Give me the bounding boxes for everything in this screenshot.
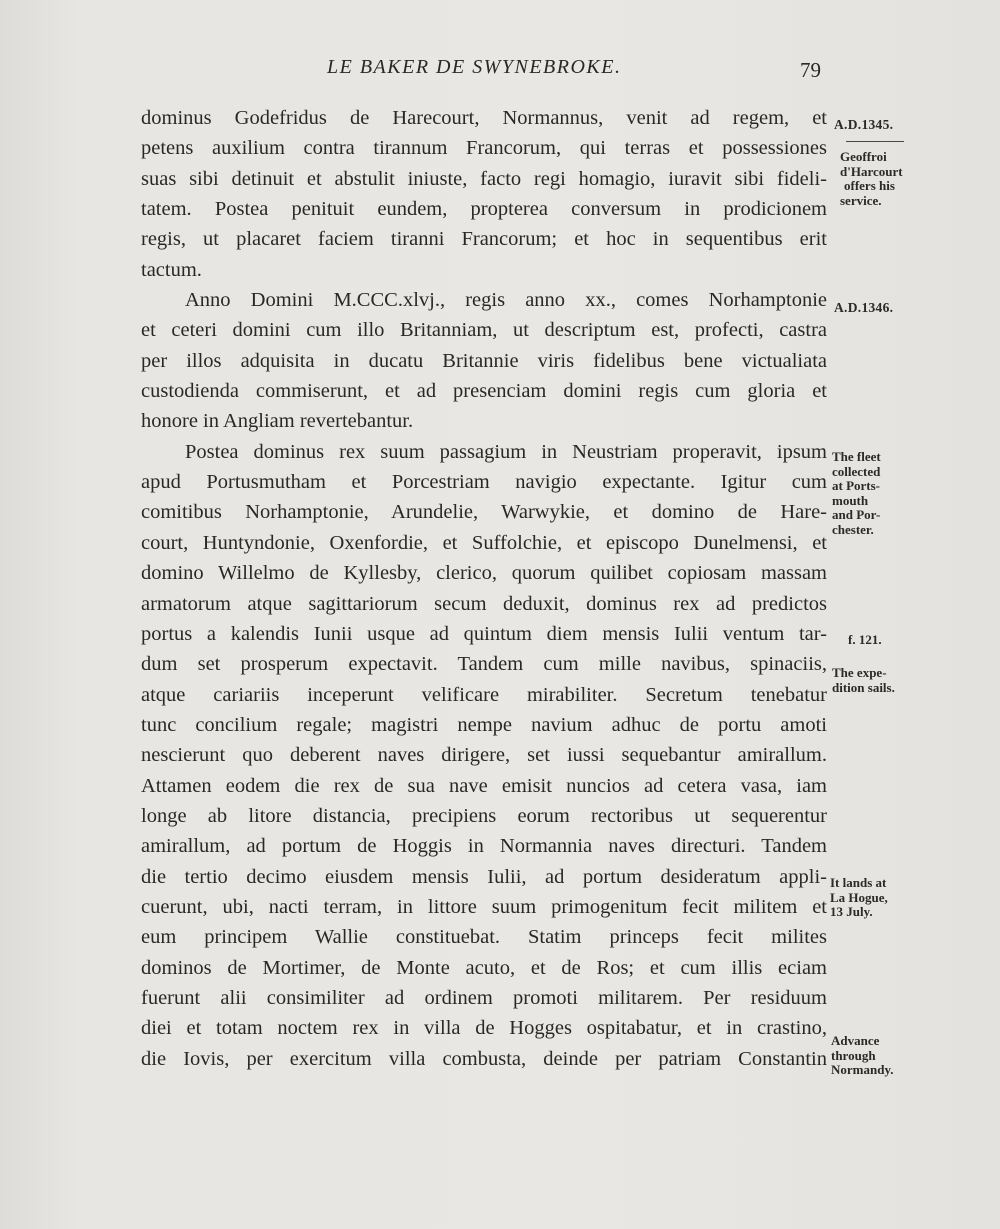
text-line: eum principem Wallie constituebat. Statim princeps fecit milites	[141, 926, 827, 949]
margin-note-line: Advance	[831, 1033, 880, 1048]
main-text	[141, 103, 827, 1074]
text-line: Attamen eodem die rex de sua nave emisit nuncios ad cetera vasa, iam	[141, 774, 827, 797]
running-head: LE BAKER DE SWYNEBROKE.	[327, 56, 622, 78]
text-line: diei et totam noctem rex in villa de Hogges ospitabatur, et in crastino,	[141, 1017, 827, 1040]
margin-note-line: Geoffroi	[840, 149, 887, 164]
text-line: honore in Angliam revertebantur.	[141, 410, 414, 433]
margin-note-line: The expe-	[832, 665, 887, 680]
text-line: Anno Domini M.CCC.xlvj., regis anno xx., comes Norhamptonie	[185, 289, 827, 312]
margin-note-line: service.	[840, 192, 882, 208]
margin-note-lands	[830, 876, 888, 920]
text-line: domino Willelmo de Kyllesby, clerico, quorum quilibet copiosam massam	[141, 562, 827, 585]
margin-note-line: mouth	[832, 492, 869, 508]
text-line: portus a kalendis Iunii usque ad quintum diem mensis Iulii ventum tar-	[141, 622, 827, 645]
margin-note-line: offers his	[844, 178, 895, 193]
text-line: Postea dominus rex suum passagium in Neustriam properavit, ipsum	[185, 440, 827, 463]
margin-note-line: at Ports-	[832, 478, 881, 493]
text-line: die Iovis, per exercitum villa combusta, deinde per patriam Constantin	[141, 1047, 827, 1070]
margin-note-line: through	[831, 1047, 876, 1063]
page-number: 79	[800, 58, 821, 82]
text-line: court, Huntyndonie, Oxenfordie, et Suffolchie, et episcopo Dunelmensi, et	[141, 531, 827, 554]
margin-folio: f. 121.	[848, 632, 882, 647]
text-line: regis, ut placaret faciem tiranni Francorum; et hoc in sequentibus erit	[141, 228, 827, 251]
margin-date-1346: A.D.1346.	[834, 300, 894, 315]
margin-note-line: The fleet	[832, 449, 881, 464]
margin-notes	[828, 0, 1000, 1229]
margin-note-line: chester.	[832, 521, 874, 537]
margin-note-line: It lands at	[830, 875, 887, 890]
margin-note-expedition	[832, 666, 895, 695]
margin-divider	[846, 141, 904, 142]
text-line: apud Portusmutham et Porcestriam navigio expectante. Igitur cum	[141, 471, 827, 494]
text-line: dominus Godefridus de Harecourt, Normannus, venit ad regem, et	[141, 107, 827, 129]
text-line: fuerunt alii consimiliter ad ordinem promoti militarem. Per residuum	[141, 986, 827, 1009]
margin-date-1345: A.D.1345.	[834, 117, 894, 132]
text-line: petens auxilium contra tirannum Francorum, qui terras et possessiones	[141, 137, 827, 160]
text-line: armatorum atque sagittariorum secum deduxit, dominus rex ad predictos	[141, 592, 827, 615]
margin-note-line: collected	[832, 463, 881, 479]
text-line: dum set prosperum expectavit. Tandem cum mille navibus, spinaciis,	[141, 653, 827, 676]
text-line: tactum.	[141, 258, 202, 281]
text-line: suas sibi detinuit et abstulit iniuste, facto regi homagio, iuravit sibi fideli-	[141, 167, 827, 190]
margin-note-line: 13 July.	[830, 904, 873, 919]
text-line: die tertio decimo eiusdem mensis Iulii, ad portum desideratum appli-	[141, 865, 827, 888]
margin-note-line: d'Harcourt	[840, 163, 903, 179]
margin-note-line: and Por-	[832, 507, 881, 522]
text-line: atque cariariis inceperunt velificare mirabiliter. Secretum tenebatur	[141, 683, 827, 706]
text-line: et ceteri domini cum illo Britanniam, ut descriptum est, profecti, castra	[141, 319, 827, 342]
text-line: tunc concilium regale; magistri nempe navium adhuc de portu amoti	[141, 713, 827, 736]
margin-note-line: La Hogue,	[830, 889, 888, 905]
margin-note-line: dition sails.	[832, 679, 895, 695]
text-line: per illos adquisita in ducatu Britannie viris fidelibus bene victualiata	[141, 349, 827, 372]
margin-note-advance	[831, 1034, 893, 1078]
text-line: tatem. Postea penituit eundem, propterea conversum in prodicionem	[141, 198, 827, 221]
margin-note-geoffroi	[840, 150, 903, 208]
text-line: custodienda commiserunt, et ad presenciam domini regis cum gloria et	[141, 380, 827, 403]
text-line: comitibus Norhamptonie, Arundelie, Warwykie, et domino de Hare-	[141, 501, 827, 524]
text-line: amirallum, ad portum de Hoggis in Normannia naves directuri. Tandem	[141, 835, 827, 858]
text-line: longe ab litore distancia, precipiens eorum rectoribus ut sequerentur	[141, 804, 827, 827]
text-line: cuerunt, ubi, nacti terram, in littore suum primogenitum fecit militem et	[141, 895, 827, 918]
text-line: dominos de Mortimer, de Monte acuto, et de Ros; et cum illis eciam	[141, 956, 827, 979]
margin-note-fleet	[832, 450, 881, 537]
margin-note-line: Normandy.	[831, 1062, 894, 1077]
text-line: nescierunt quo deberent naves dirigere, set iussi sequebantur amirallum.	[141, 744, 827, 767]
